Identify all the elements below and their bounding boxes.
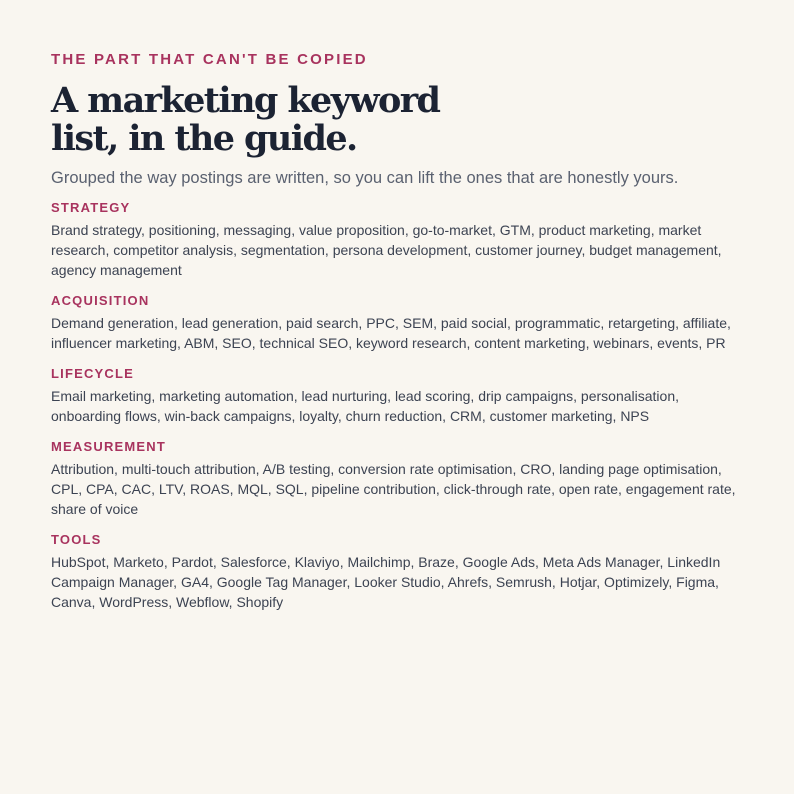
section-strategy — [51, 199, 741, 280]
eyebrow-label: THE PART THAT CAN'T BE COPIED — [51, 51, 368, 68]
section-keywords: Email marketing, marketing automation, lead nurturing, lead scoring, drip campaigns, personalisation, onboarding flows, win-back campaigns, loyalty, churn reduction, CRM, customer marketing, NPS — [51, 388, 679, 424]
section-title: ACQUISITION — [51, 293, 150, 308]
section-measurement — [51, 438, 741, 519]
section-acquisition — [51, 292, 741, 353]
page-title: A marketing keyword list, in the guide. — [51, 80, 440, 159]
section-title: MEASUREMENT — [51, 439, 167, 454]
page-subtitle: Grouped the way postings are written, so you can lift the ones that are honestly yours. — [51, 169, 679, 187]
section-title: TOOLS — [51, 532, 102, 547]
section-tools — [51, 531, 741, 612]
keyword-guide — [51, 50, 741, 612]
section-keywords: Attribution, multi-touch attribution, A/B testing, conversion rate optimisation, CRO, landing page optimisation, CPL, CPA, CAC, LTV, ROAS, MQL, SQL, pipeline contribution, click-through rate, open rate, engagement rate, share of voice — [51, 461, 736, 517]
section-keywords: HubSpot, Marketo, Pardot, Salesforce, Klaviyo, Mailchimp, Braze, Google Ads, Meta Ads Manager, LinkedIn Campaign Manager, GA4, Google Tag Manager, Looker Studio, Ahrefs, Semrush, Hotjar, Optimizely, Figma, Canva, WordPress, Webflow, Shopify — [51, 554, 721, 610]
section-title: LIFECYCLE — [51, 366, 135, 381]
section-keywords: Brand strategy, positioning, messaging, value proposition, go-to-market, GTM, product marketing, market research, competitor analysis, segmentation, persona development, customer journey, budget management, agency management — [51, 222, 722, 278]
section-title: STRATEGY — [51, 200, 131, 215]
section-keywords: Demand generation, lead generation, paid search, PPC, SEM, paid social, programmatic, retargeting, affiliate, influencer marketing, ABM, SEO, technical SEO, keyword research, content marketing, webinars, events, PR — [51, 315, 731, 351]
section-lifecycle — [51, 365, 741, 426]
